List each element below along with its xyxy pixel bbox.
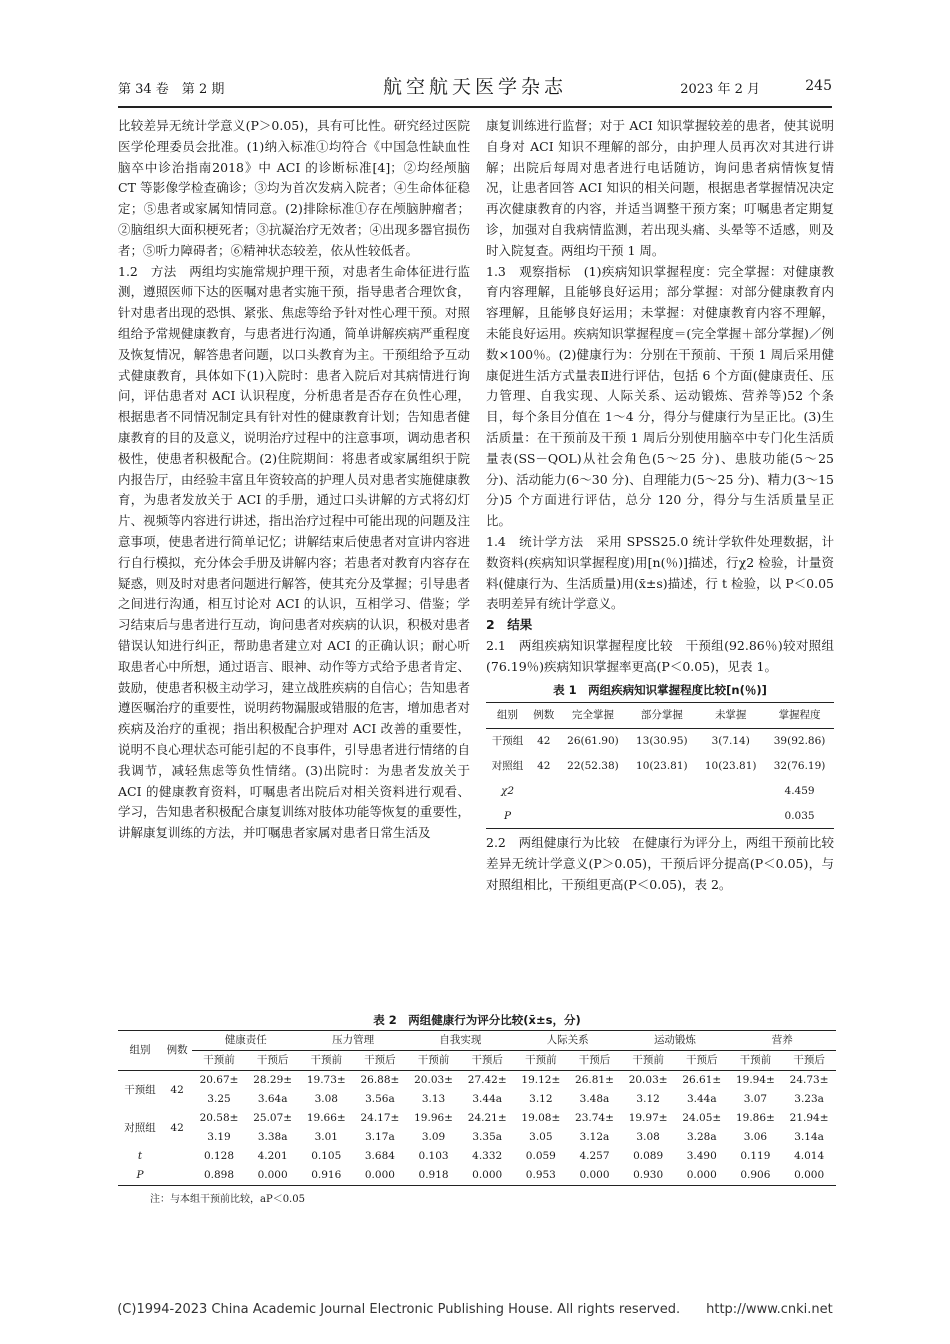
table-cell: 28.29± [253, 1074, 293, 1086]
table-cell: 3.38a [257, 1131, 288, 1143]
table-cell: 19.08± [521, 1112, 561, 1124]
table-row [118, 1166, 836, 1186]
table-cell [627, 779, 696, 804]
table-cell: 0.930 [633, 1169, 664, 1181]
table-cell: 0.000 [257, 1169, 288, 1181]
table-row [486, 729, 834, 754]
table1 [486, 702, 834, 829]
table-cell: 3.684 [364, 1150, 395, 1162]
table-cell: 3.28a [686, 1131, 717, 1143]
table-cell [559, 804, 628, 829]
table-cell: 3.17a [365, 1131, 395, 1143]
table-cell: 22(52.38) [567, 759, 619, 772]
table-cell: 3.06 [743, 1131, 768, 1143]
table2-subheader: 干预前 [417, 1054, 450, 1066]
table-row [118, 1071, 836, 1091]
table-cell [627, 804, 696, 829]
table-cell: 3.01 [314, 1131, 338, 1143]
table-cell: P [503, 809, 512, 822]
table2-subheader: 干预后 [793, 1054, 825, 1066]
journal-title: 航空航天医学杂志 [382, 76, 567, 98]
table-cell: 19.97± [628, 1112, 668, 1124]
table-row [486, 804, 834, 829]
table-cell: 21.94± [789, 1112, 829, 1124]
table-row [118, 1090, 836, 1109]
table-cell: 19.73± [306, 1074, 346, 1086]
table-cell: 0.000 [579, 1169, 610, 1181]
table1-header: 部分掌握 [640, 709, 683, 722]
table2-group: 自我实现 [407, 1031, 514, 1051]
table-row [118, 1109, 836, 1128]
table-cell: 3.35a [472, 1131, 503, 1143]
table-cell: 0.918 [418, 1169, 449, 1181]
table-cell: 20.03± [414, 1074, 453, 1086]
table2-subheader: 干预后 [578, 1054, 611, 1066]
table-cell [696, 779, 765, 804]
table-cell: 3.19 [207, 1131, 231, 1143]
table-cell: 3.08 [636, 1131, 660, 1143]
table-cell [559, 779, 628, 804]
table-cell: 19.12± [521, 1074, 561, 1086]
volume-issue: 第 34 卷 第 2 期 [118, 82, 225, 97]
table2-subheader-row [118, 1051, 836, 1071]
table2-note: 注：与本组干预前比较，aP＜0.05 [150, 1194, 305, 1205]
table-cell: 3.12 [529, 1093, 553, 1105]
issue-date: 2023 年 2 月 [680, 82, 760, 97]
table2-block [118, 1012, 836, 1205]
table-cell: 4.014 [794, 1150, 825, 1162]
table2-subheader: 干预后 [364, 1054, 396, 1066]
paragraph: 康复训练进行监督；对于 ACI 知识掌握较差的患者，使其说明自身对 ACI 知识不理解的部分，由护理人员再次对其进行讲解；出院后每周对患者进行电话随访，询问患者病情恢复情况，让患者回答 ACI 知识的相关问题，根据患者掌握情况决定再次健康教育的内容，并适当调整干预方案；叮嘱患者定期复诊，加强对自我病情监测，若出现头痛、头晕等不适感，则及时入院复查。两组均干预 1 周。 [486, 118, 834, 258]
table-cell [162, 1166, 192, 1186]
table-cell: 24.05± [682, 1112, 722, 1124]
table1-header: 未掌握 [714, 709, 747, 722]
table2-group-row [118, 1031, 836, 1051]
table-cell: 20.67± [199, 1074, 239, 1086]
table2-stat-label: P [136, 1169, 144, 1181]
table-cell: 42 [537, 759, 551, 772]
table-cell: 19.86± [735, 1112, 775, 1124]
table2-caption: 表 2 两组健康行为评分比较(x̄±s，分) [373, 1013, 581, 1027]
table-cell: χ2 [500, 784, 515, 797]
table-cell: 3.56a [365, 1093, 395, 1105]
table-cell: 3.48a [579, 1093, 610, 1105]
table-cell: 3.25 [207, 1093, 231, 1105]
section-heading: 2 结果 [486, 617, 533, 633]
table-cell: 0.128 [203, 1150, 235, 1162]
table-cell: 0.103 [418, 1150, 449, 1162]
table-cell: 0.906 [740, 1169, 771, 1181]
table-cell [696, 804, 765, 829]
paragraph-methods: 1.2 方法 两组均实施常规护理干预，对患者生命体征进行监测，遵照医师下达的医嘱对患者实施干预，指导患者合理饮食，针对患者出现的恐惧、紧张、焦虑等给予针对性心理干预。对照组给予常规健康教育，与患者进行沟通，简单讲解疾病严重程度及恢复情况，解答患者问题，以口头教育为主。干预组给予互动式健康教育，具体如下(1)入院时：患者入院后对其病情进行询问，评估患者对 ACI 认识程度，分析患者是否存在负性心理，根据患者不同情况制定具有针对性的健康教育计划；告知患者健康教育的目的及意义，说明治疗过程中的注意事项，调动患者积极性，使患者积极配合。(2)住院期间：将患者或家属组织于院内报告厅，由经验丰富且年资较高的护理人员对患者实施健康教育，为患者发放关于 ACI 的手册，通过口头讲解的方式将幻灯片、视频等内容进行讲述，指出治疗过程中可能出现的问题及注意事项，使患者进行简单记忆；讲解结束后使患者对宣讲内容进行自行模拟，充分体会手册及讲解内容；若患者对教育内容存在疑惑，则及时对患者问题进行解答，使其充分及掌握；引导患者之间进行沟通，相互讨论对 ACI 的认识，互相学习、借鉴；学习结束后与患者进行互动，询问患者对疾病的认识，积极对患者错误认知进行纠正，帮助患者建立对 ACI 的正确认识；耐心听取患者心中所想，通过语言、眼神、动作等方式给予患者肯定、鼓励，使患者积极主动学习，建立战胜疾病的自信心；告知患者遵医嘱治疗的重要性，说明药物漏服或错服的危害，增加患者对疾病及治疗的重视；指出积极配合护理对 ACI 改善的重要性，说明不良心理状态可能引起的不良事件，引导患者进行情绪的自我调节，减轻焦虑等负性情绪。(3)出院时：为患者发放关于 ACI 的健康教育资料，叮嘱患者出院后对相关资料进行观看、学习，告知患者积极配合康复训练对肢体功能等恢复的重要性，讲解康复训练的方法，并叮嘱患者家属对患者日常生活及 [118, 263, 470, 841]
table-cell: 19.94± [735, 1074, 775, 1086]
table-cell: 0.000 [364, 1169, 395, 1181]
table1-caption: 表 1 两组疾病知识掌握程度比较[n(％)] [553, 682, 767, 697]
table-cell: 24.21± [467, 1112, 507, 1124]
table2-subheader: 干预前 [525, 1054, 557, 1066]
table1-header: 组别 [497, 709, 518, 722]
table-cell: 4.257 [579, 1150, 610, 1162]
table-cell: 4.459 [784, 784, 815, 797]
table2-subheader: 干预后 [471, 1054, 503, 1066]
table2-subheader: 干预后 [256, 1054, 289, 1066]
table-cell: 24.17± [360, 1112, 400, 1124]
table2-n: 42 [170, 1121, 184, 1134]
table-cell: 0.898 [203, 1169, 235, 1181]
table-cell: 0.119 [740, 1150, 771, 1162]
table-cell: 3.12a [579, 1131, 610, 1143]
running-header [118, 72, 832, 106]
table-cell: 20.58± [199, 1112, 239, 1124]
table2-header-group: 组别 [129, 1044, 151, 1056]
paragraph-results-2-2: 2.2 两组健康行为比较 在健康行为评分上，两组干预前比较差异无统计学意义(P＞0.05)，干预后评分提高(P＜0.05)，与对照组相比，干预组更高(P＜0.05)，表 2。 [486, 835, 834, 892]
table-cell: 3(7.14) [711, 735, 750, 748]
table-cell: 10(23.81) [704, 759, 757, 772]
table-row [486, 754, 834, 779]
table2 [118, 1030, 836, 1186]
table-cell: 0.059 [525, 1150, 556, 1162]
table-cell: 3.44a [686, 1093, 717, 1105]
table-cell: 0.000 [686, 1169, 717, 1181]
paragraph: 比较差异无统计学意义(P＞0.05)，具有可比性。研究经过医院医学伦理委员会批准。(1)纳入标准①均符合《中国急性缺血性脑卒中诊治指南2018》中 ACI 的诊断标准[4]；②均经颅脑 CT 等影像学检查确诊；③均为首次发病入院者；④生命体征稳定；⑤患者或家属知情同意。(2)排除标准①存在颅脑肿瘤者；②脑组织大面积梗死者；③抗凝治疗无效者；④出现多器官损伤者；⑤听力障碍者；⑥精神状态较差，依从性较低者。 [118, 118, 470, 258]
table-cell: 0.000 [472, 1169, 503, 1181]
copyright-footer: (C)1994-2023 China Academic Journal Electronic Publishing House. All rights reserved. http://www.cnki.net [117, 1302, 833, 1317]
table-cell: 0.916 [311, 1169, 342, 1181]
table-cell: 3.13 [421, 1093, 446, 1105]
table-cell: 19.96± [414, 1112, 453, 1124]
table-cell: 27.42± [467, 1074, 507, 1086]
table-cell: 3.490 [686, 1150, 717, 1162]
table-cell: 0.953 [525, 1169, 556, 1181]
table-cell: 3.08 [314, 1093, 338, 1105]
table-row [118, 1147, 836, 1166]
paragraph-results-2-1: 2.1 两组疾病知识掌握程度比较 干预组(92.86％)较对照组(76.19％)疾病知识掌握率更高(P＜0.05)，见表 1。 [486, 637, 834, 674]
table-cell: 3.14a [794, 1131, 824, 1143]
table-cell [162, 1147, 192, 1166]
table2-group: 运动锻炼 [621, 1031, 728, 1051]
table-cell: 3.09 [421, 1131, 446, 1143]
table-cell: 39(92.86) [773, 735, 826, 748]
table2-subheader: 干预后 [686, 1054, 718, 1066]
table1-header: 掌握程度 [778, 709, 821, 722]
table2-n: 42 [170, 1083, 184, 1096]
table-cell: 0.089 [633, 1150, 664, 1162]
table-cell: 对照组 [491, 759, 524, 772]
table-cell: 3.12 [636, 1093, 660, 1105]
header-rule [118, 106, 832, 108]
table-cell: 26(61.90) [567, 735, 619, 748]
table-cell [529, 804, 559, 829]
paragraph-statistics: 1.4 统计学方法 采用 SPSS25.0 统计学软件处理数据，计数资料(疾病知识掌握程度)用[n(％)]描述，行χ2 检验，计量资料(健康行为、生活质量)用(x̄±s)描述，行 t 检验，以 P＜0.05 表明差异有统计学意义。 [486, 533, 834, 612]
table-cell [529, 779, 559, 804]
table2-group: 健康责任 [192, 1031, 299, 1051]
table2-group-name: 干预组 [124, 1083, 156, 1096]
table2-header-n: 例数 [166, 1044, 188, 1056]
table-cell: 24.73± [789, 1074, 829, 1086]
table-cell: 4.332 [472, 1150, 503, 1162]
left-column [118, 116, 470, 844]
table-cell: 干预组 [491, 735, 524, 748]
table2-subheader: 干预前 [632, 1054, 664, 1066]
table-cell: 26.61± [682, 1074, 722, 1086]
table-cell: 4.201 [257, 1150, 288, 1162]
table2-body [118, 1071, 836, 1186]
table2-subheader: 干预前 [310, 1054, 343, 1066]
table-cell: 0.035 [784, 809, 815, 822]
table-row [118, 1128, 836, 1147]
table-cell: 0.105 [311, 1150, 342, 1162]
table-cell: 0.000 [794, 1169, 825, 1181]
table-cell: 26.88± [360, 1074, 400, 1086]
table-cell: 26.81± [575, 1074, 614, 1086]
table-cell: 20.03± [628, 1074, 668, 1086]
table-cell: 19.66± [306, 1112, 346, 1124]
table2-subheader: 干预前 [203, 1054, 235, 1066]
right-column [486, 116, 834, 896]
table1-header: 完全掌握 [571, 709, 614, 722]
table-cell: 42 [537, 735, 551, 748]
table2-stat-label: t [137, 1150, 143, 1162]
table-cell: 3.64a [257, 1093, 288, 1105]
table1-header-row [486, 703, 834, 729]
table1-header: 例数 [533, 709, 555, 722]
table2-group-name: 对照组 [124, 1121, 156, 1134]
table2-group: 压力管理 [299, 1031, 406, 1051]
table2-group: 营养 [729, 1031, 836, 1051]
table-cell: 10(23.81) [636, 759, 688, 772]
table-cell: 3.07 [743, 1093, 768, 1105]
table-cell: 3.23a [794, 1093, 824, 1105]
table-cell: 23.74± [575, 1112, 614, 1124]
table-cell: 3.44a [472, 1093, 503, 1105]
table-cell: 32(76.19) [773, 759, 826, 772]
table2-subheader: 干预前 [739, 1054, 772, 1066]
table-row [486, 779, 834, 804]
table2-group: 人际关系 [514, 1031, 621, 1051]
table-cell: 25.07± [253, 1112, 293, 1124]
table-cell: 13(30.95) [636, 735, 688, 748]
paragraph-indicators: 1.3 观察指标 (1)疾病知识掌握程度：完全掌握：对健康教育内容理解，且能够良好运用；部分掌握：对部分健康教育内容理解，且能够良好运用；未掌握：对健康教育内容不理解，未能良好运用。疾病知识掌握程度＝(完全掌握＋部分掌握)／例数×100％。(2)健康行为：分别在干预前、干预 1 周后采用健康促进生活方式量表Ⅱ进行评估，包括 6 个方面(健康责任、压力管理、自我实现、人际关系、运动锻炼、营养等)52 个条目，每个条目分值在 1～4 分，得分与健康行为呈正比。(3)生活质量：在干预前及干预 1 周后分别使用脑卒中专门化生活质量表(SS－QOL)从社会角色(5～25 分)、患肢功能(5～25 分)、活动能力(6～30 分)、自理能力(5～25 分)、精力(3～15 分)5 个方面进行评估，总分 120 分，得分与生活质量呈正比。 [486, 263, 834, 529]
page-number: 245 [805, 78, 832, 94]
table-cell: 3.05 [529, 1131, 553, 1143]
